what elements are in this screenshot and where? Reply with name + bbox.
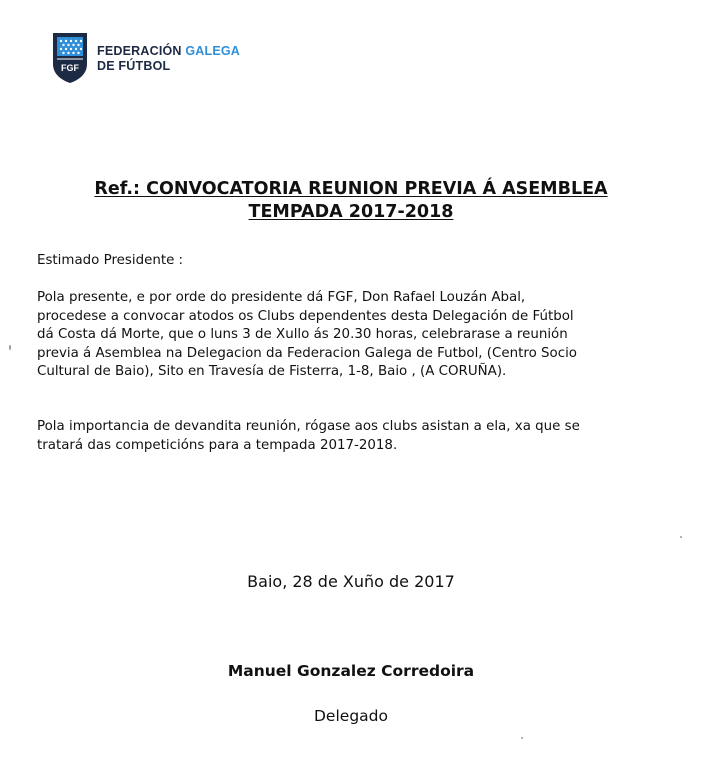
paragraph-importance	[37, 418, 580, 455]
logo-wordmark	[97, 44, 240, 74]
signer-name: Manuel Gonzalez Corredoira	[227, 662, 475, 680]
paragraph-line: dá Costa dá Morte, que o luns 3 de Xullo ás 20.30 horas, celebrarase a reunión	[37, 327, 568, 342]
paragraph-convocation	[37, 289, 577, 382]
date-line: Baio, 28 de Xuño de 2017	[247, 572, 455, 591]
scan-speck	[9, 345, 11, 350]
paragraph-line: Pola presente, e por orde do presidente dá FGF, Don Rafael Louzán Abal,	[37, 290, 526, 305]
paragraph-line: Pola importancia de devandita reunión, rógase aos clubs asistan a ela, xa que se	[37, 419, 580, 434]
fgf-shield-icon	[50, 30, 90, 84]
logo-line2: DE FÚTBOL	[97, 59, 171, 73]
signer-role: Delegado	[314, 707, 388, 725]
paragraph-line: previa á Asemblea na Delegacion da Federacion Galega de Futbol, (Centro Socio	[37, 345, 577, 361]
letter-title-line1: Ref.: CONVOCATORIA REUNION PREVIA Á ASEMBLEA	[94, 179, 608, 199]
paragraph-line: procedese a convocar atodos os Clubs dependentes desta Delegación de Fútbol	[37, 308, 574, 324]
paragraph-line: Cultural de Baio), Sito en Travesía de Fisterra, 1-8, Baio , (A CORUÑA).	[37, 364, 507, 379]
logo-line1-federacion: FEDERACIÓN	[97, 44, 182, 58]
salutation: Estimado Presidente :	[37, 253, 184, 268]
scan-speck	[521, 737, 523, 739]
scan-speck	[680, 536, 682, 538]
fgf-logo	[50, 30, 250, 90]
paragraph-line: tratará das competicións para a tempada 2017-2018.	[37, 437, 398, 453]
logo-badge-text: FGF	[61, 63, 79, 73]
logo-line1-galega: GALEGA	[185, 44, 241, 58]
letter-title-line2: TEMPADA 2017-2018	[248, 202, 454, 222]
